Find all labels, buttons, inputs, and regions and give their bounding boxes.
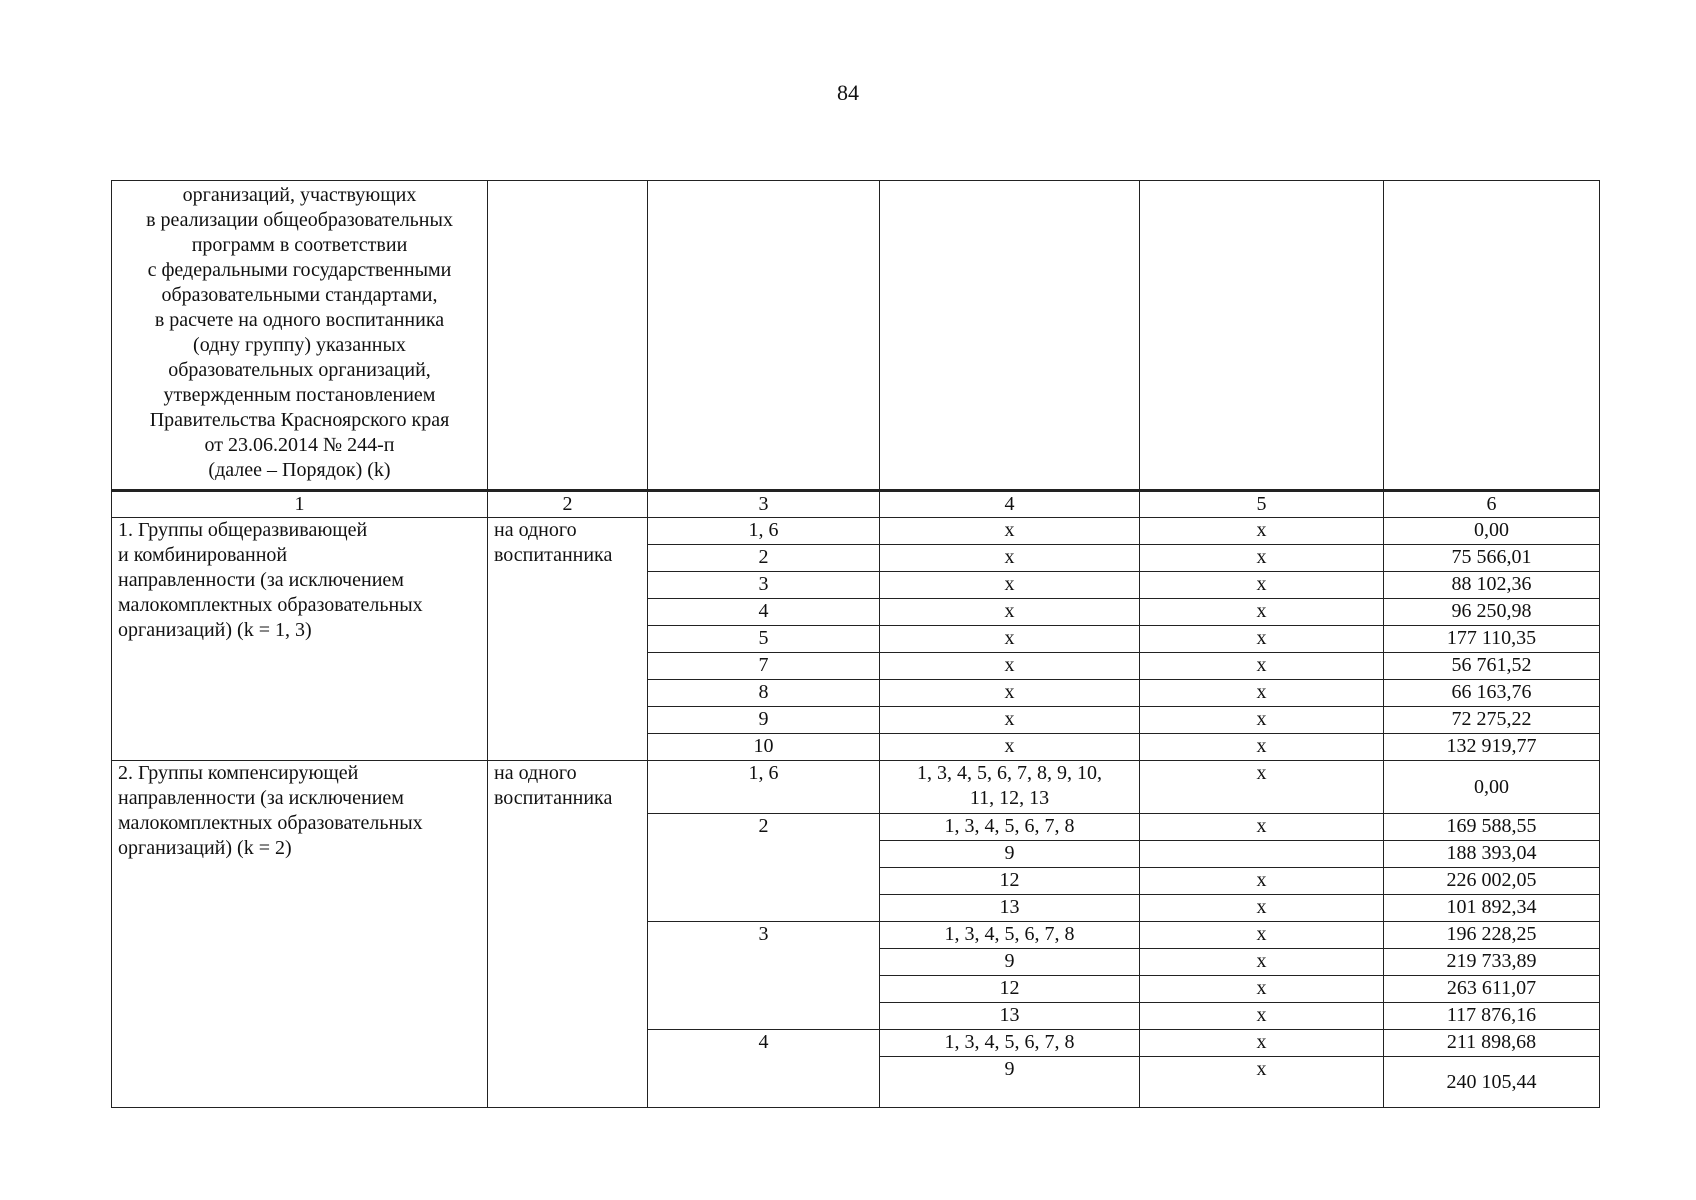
cell-col6: 226 002,05 [1384,868,1600,895]
table-row [112,761,1600,814]
cell-col5: х [1140,949,1384,976]
unit-line: воспитанника [494,787,613,809]
cell-col5: х [1140,1057,1384,1108]
cell-col5: х [1140,626,1384,653]
cell-col3: 7 [648,653,880,680]
header-line: с федеральными государственными [147,259,452,281]
group-2-title [112,761,488,1108]
cell-col6: 132 919,77 [1384,734,1600,761]
cell-col4: 9 [880,1057,1140,1108]
group-title-line: организаций) (k = 2) [118,837,292,859]
cell-col6: 96 250,98 [1384,599,1600,626]
header-cell [648,181,880,491]
cell-col5: х [1140,814,1384,841]
cell-col5: х [1140,599,1384,626]
group-title-line: малокомплектных образовательных [118,812,423,834]
header-description [112,181,488,491]
header-cell [1384,181,1600,491]
cell-col6: 72 275,22 [1384,707,1600,734]
cell-col4: 12 [880,868,1140,895]
cell-col3: 9 [648,707,880,734]
cell-col5: х [1140,545,1384,572]
header-line: (одну группу) указанных [193,334,406,356]
cell-col6: 211 898,68 [1384,1030,1600,1057]
group-title-line: и комбинированной [118,544,288,566]
cell-col6: 0,00 [1384,761,1600,814]
cell-col4: 12 [880,976,1140,1003]
cell-col6: 101 892,34 [1384,895,1600,922]
cell-col6: 88 102,36 [1384,572,1600,599]
cell-col6: 263 611,07 [1384,976,1600,1003]
header-line: Правительства Красноярского края [149,409,450,431]
header-line: в расчете на одного воспитанника [154,309,445,331]
cell-col6: 196 228,25 [1384,922,1600,949]
cell-col3: 2 [648,814,880,922]
cell-col3: 1, 6 [648,761,880,814]
page-number: 84 [837,80,859,105]
cell-col4: х [880,734,1140,761]
header-cell [488,181,648,491]
header-cell [880,181,1140,491]
table-row [112,518,1600,545]
cell-col6: 240 105,44 [1384,1057,1600,1108]
cell-col6: 188 393,04 [1384,841,1600,868]
column-number: 2 [488,491,648,518]
unit-line: на одного [494,519,577,541]
header-line: утвержденным постановлением [163,384,436,406]
cell-col5: х [1140,707,1384,734]
column-number: 4 [880,491,1140,518]
header-line: образовательных организаций, [168,359,431,381]
cell-col4: х [880,653,1140,680]
cell-col6: 117 876,16 [1384,1003,1600,1030]
cell-col6: 219 733,89 [1384,949,1600,976]
header-line: в реализации общеобразовательных [146,209,453,231]
group-1-title [112,518,488,761]
cell-col3: 2 [648,545,880,572]
cell-col4 [880,761,1140,814]
cell-col4: 1, 3, 4, 5, 6, 7, 8 [880,1030,1140,1057]
cell-col6: 169 588,55 [1384,814,1600,841]
header-row [112,181,1600,491]
group-title-line: 2. Группы компенсирующей [118,762,359,784]
group-title-line: 1. Группы общеразвивающей [118,519,368,541]
cell-col4: 13 [880,1003,1140,1030]
group-1-unit [488,518,648,761]
cell-col5: х [1140,518,1384,545]
cell-col6: 75 566,01 [1384,545,1600,572]
group-title-line: малокомплектных образовательных [118,594,423,616]
cell-col3: 4 [648,599,880,626]
column-number: 1 [112,491,488,518]
cell-col5: х [1140,1030,1384,1057]
cell-col6: 66 163,76 [1384,680,1600,707]
header-line: от 23.06.2014 № 244-п [204,434,395,456]
cell-col6: 0,00 [1384,518,1600,545]
cell-col5: х [1140,1003,1384,1030]
group-2-unit [488,761,648,1108]
cell-col3: 1, 6 [648,518,880,545]
cell-col4: х [880,680,1140,707]
cell-col5: х [1140,976,1384,1003]
header-line: организаций, участвующих [182,184,417,206]
cell-line: 1, 3, 4, 5, 6, 7, 8, 9, 10, [917,762,1102,784]
cell-col6: 177 110,35 [1384,626,1600,653]
cell-col3: 8 [648,680,880,707]
cell-col3: 3 [648,572,880,599]
column-number: 3 [648,491,880,518]
cell-col4: х [880,518,1140,545]
cell-col4: х [880,572,1140,599]
cell-col4: х [880,599,1140,626]
column-number-row [112,491,1600,518]
unit-line: на одного [494,762,577,784]
cell-col4: 1, 3, 4, 5, 6, 7, 8 [880,922,1140,949]
cell-col4: х [880,545,1140,572]
cell-col5 [1140,841,1384,868]
group-title-line: направленности (за исключением [118,787,404,809]
header-line: (далее – Порядок) (k) [208,459,391,481]
cell-col4: 9 [880,841,1140,868]
cell-col3: 4 [648,1030,880,1108]
cell-line: 11, 12, 13 [969,787,1050,809]
cell-col6: 56 761,52 [1384,653,1600,680]
cell-col5: х [1140,680,1384,707]
cell-col4: х [880,626,1140,653]
group-title-line: организаций) (k = 1, 3) [118,619,312,641]
header-line: программ в соответствии [191,234,408,256]
cell-col5: х [1140,653,1384,680]
cell-col5: х [1140,868,1384,895]
cell-col5: х [1140,761,1384,814]
header-cell [1140,181,1384,491]
header-line: образовательными стандартами, [161,284,438,306]
cell-col4: 13 [880,895,1140,922]
cell-col5: х [1140,572,1384,599]
cell-col3: 3 [648,922,880,1030]
cell-col4: 1, 3, 4, 5, 6, 7, 8 [880,814,1140,841]
cell-col4: 9 [880,949,1140,976]
unit-line: воспитанника [494,544,613,566]
cell-col3: 5 [648,626,880,653]
cell-col5: х [1140,734,1384,761]
tariff-table [111,180,1600,1108]
group-title-line: направленности (за исключением [118,569,404,591]
column-number: 5 [1140,491,1384,518]
column-number: 6 [1384,491,1600,518]
cell-col5: х [1140,895,1384,922]
cell-col3: 10 [648,734,880,761]
cell-col5: х [1140,922,1384,949]
cell-col4: х [880,707,1140,734]
